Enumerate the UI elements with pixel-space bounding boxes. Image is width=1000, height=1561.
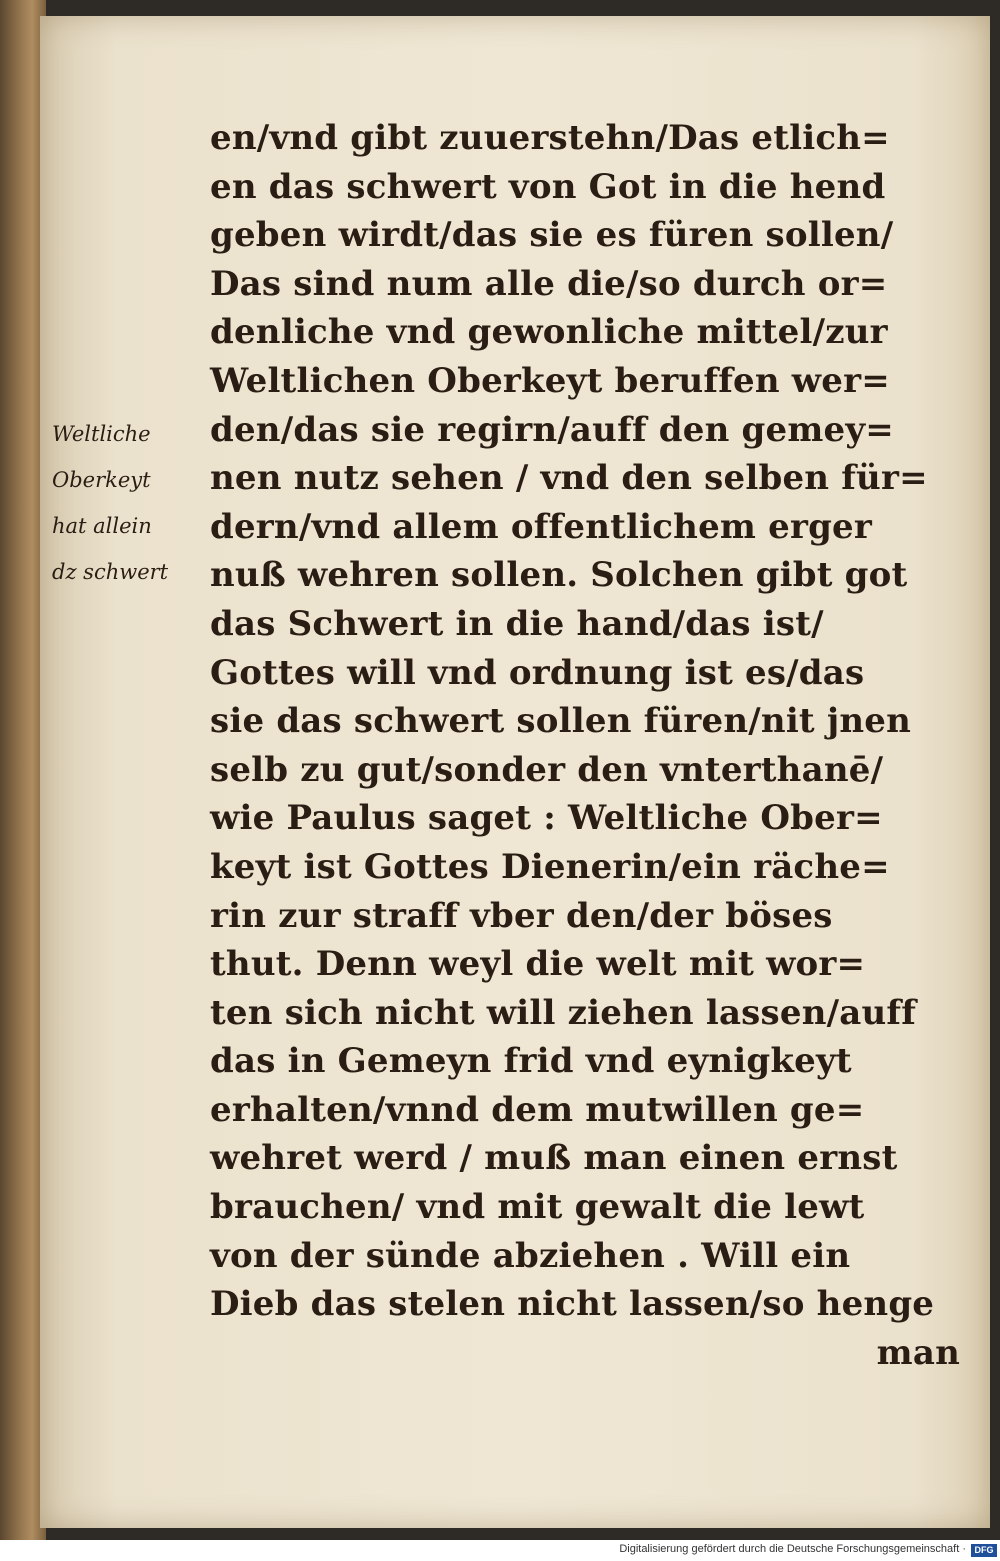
text-line: von der sünde abziehen . Will ein xyxy=(210,1235,851,1276)
text-line: dern/vnd allem offentlichem erger xyxy=(210,506,872,547)
text-line: Das sind num alle die/so durch or= xyxy=(210,263,888,304)
text-line: wie Paulus saget : Weltliche Ober= xyxy=(210,798,883,839)
text-line: nuß wehren sollen. Solchen gibt got xyxy=(210,555,908,596)
text-line: thut. Denn weyl die welt mit wor= xyxy=(210,944,866,985)
text-line: ten sich nicht will ziehen lassen/auff xyxy=(210,992,917,1033)
text-line: Weltlichen Oberkeyt beruffen wer= xyxy=(210,360,890,401)
text-line: selb zu gut/sonder den vnterthanē/ xyxy=(210,749,884,790)
marginal-line: Oberkeyt xyxy=(52,468,151,492)
text-line: keyt ist Gottes Dienerin/ein räche= xyxy=(210,846,890,887)
text-line: das in Gemeyn frid vnd eynigkeyt xyxy=(210,1041,852,1082)
marginal-line: dz schwert xyxy=(52,560,169,584)
text-line: rin zur straff vber den/der böses xyxy=(210,895,833,936)
text-line: erhalten/vnnd dem mutwillen ge= xyxy=(210,1089,865,1130)
catchword: man xyxy=(876,1332,960,1373)
text-line: sie das schwert sollen füren/nit jnen xyxy=(210,701,912,742)
text-line: nen nutz sehen / vnd den selben für= xyxy=(210,458,928,499)
text-line: wehret werd / muß man einen ernst xyxy=(210,1138,898,1179)
marginal-line: hat allein xyxy=(52,514,152,538)
dfg-logo-icon: DFG xyxy=(971,1544,997,1557)
text-line: brauchen/ vnd mit gewalt die lewt xyxy=(210,1187,865,1228)
text-line: denliche vnd gewonliche mittel/zur xyxy=(210,312,888,353)
marginal-line: Weltliche xyxy=(52,422,151,446)
footer-bar xyxy=(0,1540,1000,1561)
body-text xyxy=(210,114,960,1377)
text-line: en das schwert von Got in die hend xyxy=(210,166,886,207)
funding-credit: Digitalisierung gefördert durch die Deutsche Forschungsgemeinschaft · xyxy=(619,1543,966,1555)
marginal-note xyxy=(52,411,202,595)
text-line: Dieb das stelen nicht lassen/so henge xyxy=(210,1284,935,1325)
text-line: en/vnd gibt zuuerstehn/Das etlich= xyxy=(210,118,890,158)
text-line: geben wirdt/das sie es füren sollen/ xyxy=(210,215,894,256)
text-line: Gottes will vnd ordnung ist es/das xyxy=(210,652,865,693)
text-line: das Schwert in die hand/das ist/ xyxy=(210,603,824,644)
text-line: den/das sie regirn/auff den gemey= xyxy=(210,409,894,450)
book-page xyxy=(40,16,990,1528)
